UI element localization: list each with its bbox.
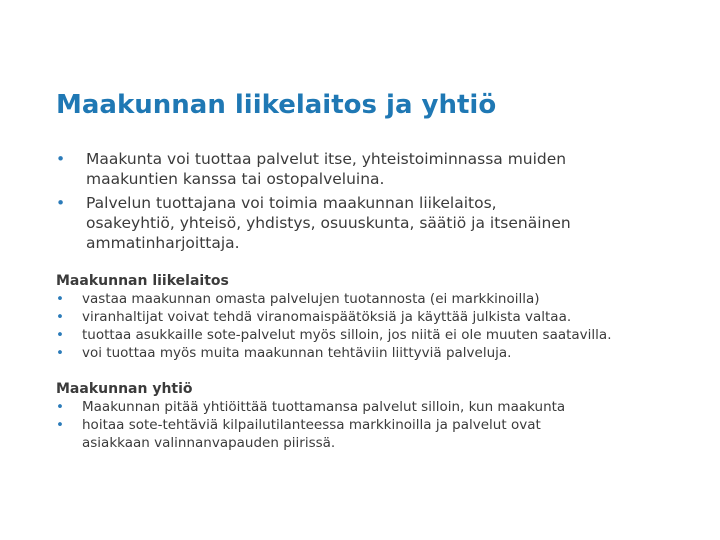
- section-heading: Maakunnan liikelaitos: [56, 273, 229, 289]
- bullet-icon: •: [56, 309, 64, 325]
- list-item: [56, 193, 586, 253]
- liikelaitos-list: [56, 290, 696, 362]
- list-item-text: vastaa maakunnan omasta palvelujen tuotannosta (ei markkinoilla): [82, 291, 540, 307]
- bullet-icon: •: [56, 327, 64, 343]
- list-item: [56, 344, 696, 362]
- list-item-text: Maakunta voi tuottaa palvelut itse, yhteistoiminnassa muiden maakuntien kanssa tai ostopalveluina.: [86, 150, 567, 188]
- list-item-text: Palvelun tuottajana voi toimia maakunnan liikelaitos, osakeyhtiö, yhteisö, yhdistys, osuuskunta, säätiö ja itsenäinen ammatinharjoittaja.: [86, 194, 571, 252]
- yhtio-list: [56, 398, 696, 452]
- bullet-icon: •: [56, 194, 66, 212]
- list-item-text: Maakunnan pitää yhtiöittää tuottamansa palvelut silloin, kun maakunta: [82, 399, 566, 415]
- list-item-text: hoitaa sote-tehtäviä kilpailutilanteessa markkinoilla ja palvelut ovat asiakkaan valinnanvapauden piirissä.: [82, 417, 541, 451]
- bullet-icon: •: [56, 417, 64, 433]
- list-item: [56, 308, 696, 326]
- slide-title: Maakunnan liikelaitos ja yhtiö: [56, 90, 497, 120]
- bullet-icon: •: [56, 345, 64, 361]
- list-item: [56, 149, 586, 189]
- list-item-text: voi tuottaa myös muita maakunnan tehtäviin liittyviä palveluja.: [82, 345, 512, 361]
- list-item: [56, 290, 696, 308]
- bullet-icon: •: [56, 150, 66, 168]
- list-item: [56, 326, 696, 344]
- bullet-icon: •: [56, 399, 64, 415]
- section-heading: Maakunnan yhtiö: [56, 381, 193, 397]
- list-item: [56, 416, 562, 452]
- intro-bullet-list: [56, 149, 696, 257]
- yhtio-section: [56, 380, 696, 452]
- bullet-icon: •: [56, 291, 64, 307]
- list-item-text: tuottaa asukkaille sote-palvelut myös silloin, jos niitä ei ole muuten saatavilla.: [82, 327, 612, 343]
- list-item: [56, 398, 682, 416]
- list-item-text: viranhaltijat voivat tehdä viranomaispäätöksiä ja käyttää julkista valtaa.: [82, 309, 572, 325]
- liikelaitos-section: [56, 272, 696, 362]
